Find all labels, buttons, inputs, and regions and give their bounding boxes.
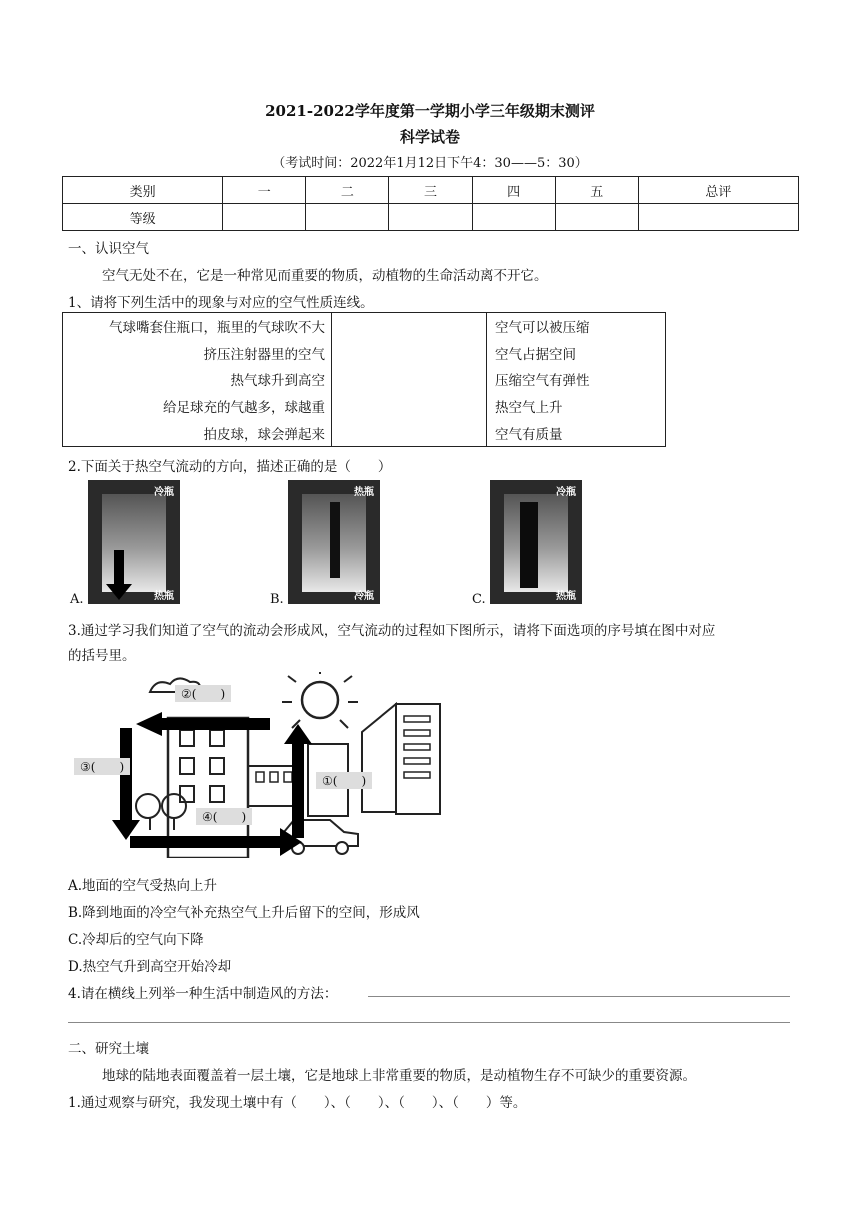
phenomenon-item: 挤压注射器里的空气	[63, 340, 332, 367]
question-3-line2: 的括号里。	[68, 648, 136, 664]
grade-cell[interactable]	[555, 204, 638, 231]
section2-heading: 二、研究土壤	[68, 1041, 149, 1057]
option-b-bottom-label: 冷瓶	[354, 591, 374, 602]
matching-table	[62, 312, 666, 447]
section2-question-1: 1.通过观察与研究，我发现土壤中有（ ）、（ ）、（ ）、（ ）等。	[68, 1095, 527, 1111]
option-c-letter[interactable]: C.	[472, 592, 486, 607]
property-item: 空气有质量	[487, 419, 666, 446]
matching-gap[interactable]	[332, 393, 487, 420]
option-c-bottom-label: 热瓶	[556, 591, 576, 602]
blank-1[interactable]: ①( )	[316, 772, 372, 789]
grade-cell[interactable]	[223, 204, 306, 231]
arrow-left-icon	[136, 712, 270, 736]
section1-heading: 一、认识空气	[68, 241, 149, 257]
grade-header-3: 三	[389, 177, 472, 204]
grade-header-2: 二	[306, 177, 389, 204]
grade-header-1: 一	[223, 177, 306, 204]
option-b-top-label: 热瓶	[354, 487, 374, 498]
option-b-photo[interactable]	[288, 480, 380, 604]
exam-title: 2021-2022学年度第一学期小学三年级期末测评	[265, 102, 595, 120]
option-c-photo[interactable]	[490, 480, 582, 604]
matching-gap[interactable]	[332, 340, 487, 367]
question-4: 4.请在横线上列举一种生活中制造风的方法：	[68, 986, 338, 1002]
section2-intro: 地球的陆地表面覆盖着一层土壤，它是地球上非常重要的物质，是动植物生存不可缺少的重要资源。	[102, 1068, 696, 1084]
section1-intro: 空气无处不在，它是一种常见而重要的物质，动植物的生命活动离不开它。	[102, 268, 548, 284]
option-a-letter[interactable]: A.	[70, 592, 84, 607]
phenomenon-item: 给足球充的气越多，球越重	[63, 393, 332, 420]
arrow-down-icon	[104, 550, 134, 602]
answer-line[interactable]	[68, 1022, 790, 1023]
phenomenon-item: 拍皮球，球会弹起来	[63, 419, 332, 446]
option-d: D.热空气升到高空开始冷却	[68, 959, 232, 975]
option-a-bottom-label: 热瓶	[154, 591, 174, 602]
grade-cell[interactable]	[389, 204, 472, 231]
grade-header-category: 类别	[63, 177, 223, 204]
matching-gap[interactable]	[332, 313, 487, 340]
wind-diagram	[70, 672, 470, 858]
grade-cell[interactable]	[306, 204, 389, 231]
option-b-letter[interactable]: B.	[270, 592, 284, 607]
exam-time: （考试时间：2022年1月12日下午4：30——5：30）	[272, 156, 588, 171]
air-flow-bar	[520, 502, 538, 588]
question-2: 2.下面关于热空气流动的方向，描述正确的是（ ）	[68, 459, 392, 475]
arrow-down-icon	[112, 728, 140, 840]
option-a-top-label: 冷瓶	[154, 487, 174, 498]
air-flow-bar	[330, 502, 340, 578]
option-a-photo[interactable]	[88, 480, 180, 604]
option-a: A.地面的空气受热向上升	[68, 878, 218, 894]
answer-line[interactable]	[368, 996, 790, 997]
phenomenon-item: 气球嘴套住瓶口，瓶里的气球吹不大	[63, 313, 332, 340]
grade-header-5: 五	[555, 177, 638, 204]
property-item: 空气占据空间	[487, 340, 666, 367]
property-item: 压缩空气有弹性	[487, 366, 666, 393]
matching-gap[interactable]	[332, 419, 487, 446]
blank-2[interactable]: ②( )	[175, 685, 231, 702]
property-item: 空气可以被压缩	[487, 313, 666, 340]
question-3-line1: 3.通过学习我们知道了空气的流动会形成风，空气流动的过程如下图所示，请将下面选项的序号填在图中对应	[68, 623, 716, 639]
grade-header-4: 四	[472, 177, 555, 204]
question-1: 1、请将下列生活中的现象与对应的空气性质连线。	[68, 295, 374, 311]
option-c-top-label: 冷瓶	[556, 487, 576, 498]
blank-4[interactable]: ④( )	[196, 808, 252, 825]
grade-header-total: 总评	[638, 177, 798, 204]
grade-table	[62, 176, 799, 231]
option-b: B.降到地面的冷空气补充热空气上升后留下的空间，形成风	[68, 905, 420, 921]
matching-gap[interactable]	[332, 366, 487, 393]
arrow-right-icon	[130, 828, 302, 856]
phenomenon-item: 热气球升到高空	[63, 366, 332, 393]
exam-subtitle: 科学试卷	[399, 128, 460, 146]
property-item: 热空气上升	[487, 393, 666, 420]
grade-row-label: 等级	[63, 204, 223, 231]
grade-cell[interactable]	[638, 204, 798, 231]
grade-cell[interactable]	[472, 204, 555, 231]
blank-3[interactable]: ③( )	[74, 758, 130, 775]
option-c: C.冷却后的空气向下降	[68, 932, 204, 948]
